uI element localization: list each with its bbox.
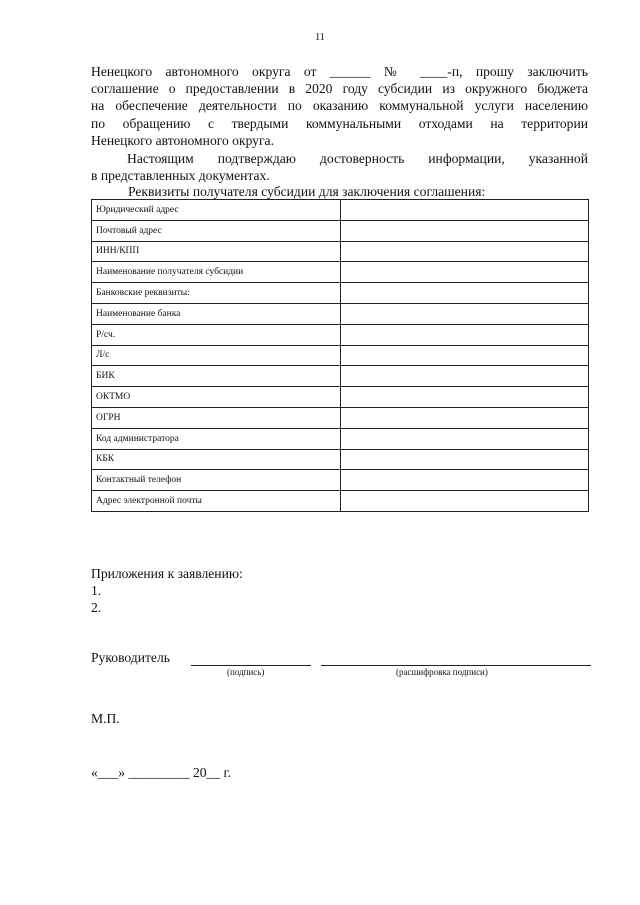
row-label: Адрес электронной почты [92,491,341,512]
row-label: Контактный телефон [92,470,341,491]
row-label: Банковские реквизиты: [92,283,341,304]
table-row [92,303,589,324]
row-value-field[interactable] [341,366,589,387]
row-label: Код администратора [92,428,341,449]
appendix-item: 1. [91,583,102,598]
intro-line: по обращению с твердыми коммунальными отходами на территории [91,115,588,131]
confirmation-paragraph [91,150,588,184]
row-value-field[interactable] [341,262,589,283]
row-value-field[interactable] [341,241,589,262]
row-value-field[interactable] [341,324,589,345]
confirmation-line: в представленных документах. [91,168,270,184]
table-row [92,220,589,241]
table-caption: Реквизиты получателя субсидии для заключения соглашения: [128,184,486,199]
appendix-section [91,565,243,616]
signature-title: Руководитель [91,650,170,665]
page-number: 11 [315,32,325,43]
appendix-heading: Приложения к заявлению: [91,566,243,581]
row-label: ОГРН [92,407,341,428]
row-label: Наименование банка [92,303,341,324]
row-label: Л/с [92,345,341,366]
row-label: ОКТМО [92,387,341,408]
table-row [92,449,589,470]
table-row [92,283,589,304]
row-value-field[interactable] [341,407,589,428]
table-row [92,407,589,428]
row-label: ИНН/КПП [92,241,341,262]
row-value-field[interactable] [341,491,589,512]
table-row [92,262,589,283]
row-label: Юридический адрес [92,200,341,221]
appendix-item: 2. [91,600,102,615]
intro-line: Ненецкого автономного округа. [91,132,274,148]
intro-line: Ненецкого автономного округа от ______ № ____-п, прошу заключить [91,64,588,79]
row-value-field[interactable] [341,428,589,449]
row-label: Наименование получателя субсидии [92,262,341,283]
row-label: КБК [92,449,341,470]
intro-paragraph [91,63,588,149]
date-line: «___» _________ 20__ г. [91,765,231,780]
row-label: БИК [92,366,341,387]
row-value-field[interactable] [341,387,589,408]
row-value-field[interactable] [341,470,589,491]
table-row [92,366,589,387]
row-value-field[interactable] [341,283,589,304]
recipient-details-table [91,199,589,512]
table-row [92,241,589,262]
signature-caption: (подпись) [227,667,265,677]
signature-block [91,650,591,680]
table-row [92,345,589,366]
row-label: Р/сч. [92,324,341,345]
row-value-field[interactable] [341,345,589,366]
signature-decode-caption: (расшифровка подписи) [396,667,488,677]
intro-line: соглашение о предоставлении в 2020 году субсидии из окружного бюджета [91,81,588,97]
intro-line: на обеспечение деятельности по оказанию коммунальной услуги населению [91,98,588,114]
table-row [92,200,589,221]
row-value-field[interactable] [341,220,589,241]
stamp-label: М.П. [91,711,120,726]
table-row [92,428,589,449]
signature-line[interactable] [191,665,311,666]
signature-decode-line[interactable] [321,665,591,666]
confirmation-line: Настоящим подтверждаю достоверность информации, указанной [127,151,588,166]
table-row [92,324,589,345]
row-value-field[interactable] [341,303,589,324]
row-label: Почтовый адрес [92,220,341,241]
table-row [92,387,589,408]
table-row [92,470,589,491]
row-value-field[interactable] [341,449,589,470]
table-row [92,491,589,512]
row-value-field[interactable] [341,200,589,221]
